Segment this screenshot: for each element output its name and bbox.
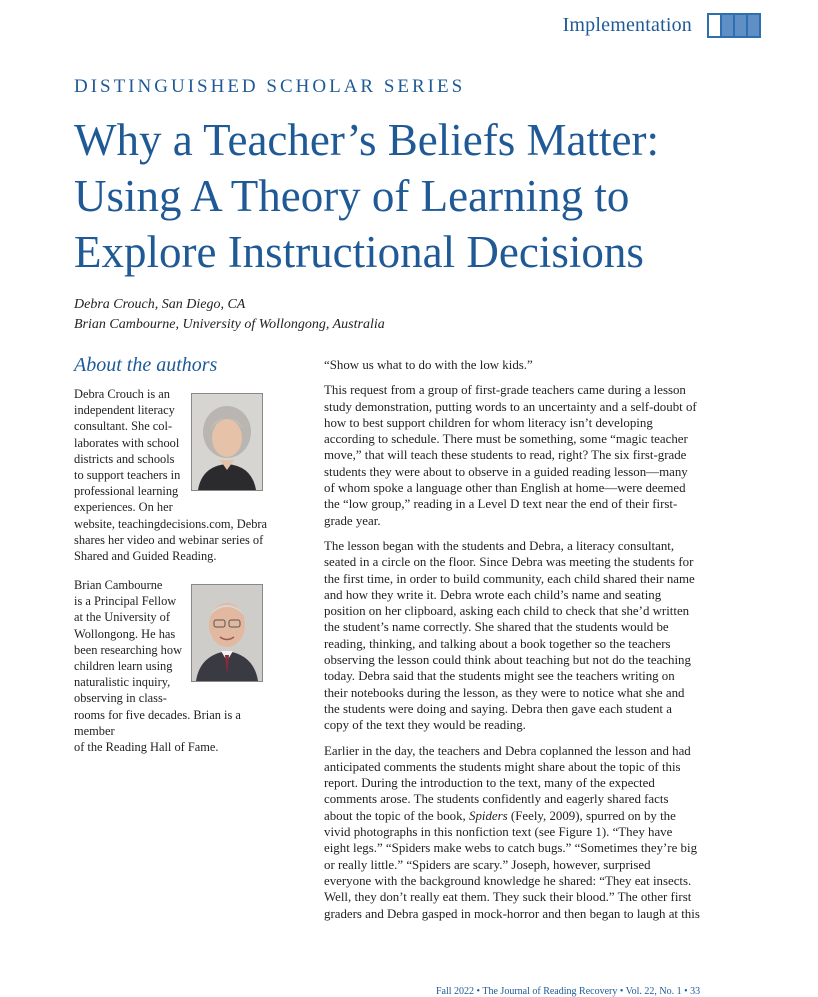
body-paragraph: “Show us what to do with the low kids.” bbox=[324, 358, 533, 372]
bio-line: of the Reading Hall of Fame. bbox=[74, 740, 219, 755]
section-tag: Implementation bbox=[562, 14, 692, 36]
bio-line: shares her video and webinar series of bbox=[74, 532, 264, 547]
bio-line: website, teachingdecisions.com, Debra bbox=[74, 516, 268, 531]
bio-line: naturalistic inquiry, bbox=[74, 675, 171, 690]
bio-line: districts and schools bbox=[74, 451, 175, 466]
author-line: Brian Cambourne, University of Wollongong, Australia bbox=[74, 317, 385, 332]
bio-line: to support teachers in bbox=[74, 468, 181, 483]
title-line: Explore Instructional Decisions bbox=[74, 227, 644, 277]
article-title bbox=[74, 112, 794, 280]
bio-line: Debra Crouch is an bbox=[74, 387, 170, 401]
title-line: Why a Teacher’s Beliefs Matter: bbox=[74, 115, 659, 165]
section-indicator-icon bbox=[709, 13, 761, 38]
bio-line: Wollongong. He has bbox=[74, 626, 176, 641]
bio-line: Shared and Guided Reading. bbox=[74, 549, 217, 564]
bio-line: been researching how bbox=[74, 642, 183, 657]
bio-line: children learn using bbox=[74, 659, 173, 674]
book-title: Spiders bbox=[469, 808, 508, 823]
bio-line: experiences. On her bbox=[74, 500, 173, 515]
body-paragraph: The lesson began with the students and Debra, a literacy consultant, seated in a circle on the floor. Since Debra was meeting the students for the first time, in order to build community, each child shared their name and how they write it. Debra wrote each child’s name and seating position on her clipboard, asking each child to check that she’d written the student’s name correctly. She shared that the students would be reading, thinking, and talking about a book together so the teachers observing the lesson could think about teaching but not do the teaching today. Debra said that the students might see the teachers writing on their notebooks during the lesson, as they were to notice what she and the students were doing and saying. Debra then gave each student a copy of the text they would be reading. bbox=[324, 538, 695, 733]
bio-line: observing in class- bbox=[74, 691, 167, 706]
body-paragraph: This request from a group of first-grade teachers came during a lesson study demonstration, putting words to an uncertainty and a self-doubt of how to best support children for whom literacy isn’t developing according to schedule. There must be something, some “magic teacher move,” that will teach these students to read, right? The six first-grade students they were about to observe in a guided reading lesson—many of whom spoke a language other than English at home—were deemed the “low group,” reading in a Level D text near the end of their first-grade year. bbox=[324, 383, 697, 528]
bio-line: consultant. She col- bbox=[74, 419, 173, 434]
article-body bbox=[324, 357, 700, 931]
bio-line: is a Principal Fellow bbox=[74, 594, 177, 609]
body-text: Earlier in the day, the teachers and Debra coplanned the lesson and had anticipated comments the students might share about the topic of this report. During the introduction to the text, many of the expected comments arose. The students confidently and eagerly shared facts about the topic of the book, bbox=[324, 743, 691, 823]
bio-line: professional learning bbox=[74, 484, 179, 499]
body-text: (Feely, 2009), spurred on by the vivid photographs in this nonfiction text (see Figure 1). “They have eight legs.” “Spiders make webs to catch bugs.” “Sometimes they’re big or really little.” “Spiders are scary.” Joseph, however, surprised everyone with the background knowledge he shared: “They eat insects. Well, they don’t really eat them. They suck their blood.” The other first graders and Debra gasped in mock-horror and then began to laugh at this bbox=[324, 808, 700, 921]
debra-crouch-photo bbox=[191, 393, 263, 491]
brian-cambourne-photo bbox=[191, 584, 263, 682]
bio-line: rooms for five decades. Brian is a member bbox=[74, 707, 241, 738]
bio-line: independent literacy bbox=[74, 403, 175, 418]
body-paragraph bbox=[324, 743, 700, 922]
page-footer: Fall 2022 • The Journal of Reading Recovery • Vol. 22, No. 1 • 33 bbox=[436, 986, 701, 997]
bio-line: laborates with school bbox=[74, 435, 180, 450]
bio-line: at the University of bbox=[74, 610, 171, 625]
about-heading: About the authors bbox=[74, 354, 218, 376]
title-line: Using A Theory of Learning to bbox=[74, 171, 630, 221]
series-label: DISTINGUISHED SCHOLAR SERIES bbox=[74, 76, 466, 97]
author-list bbox=[74, 295, 385, 335]
bio-line: Brian Cambourne bbox=[74, 578, 163, 592]
author-line: Debra Crouch, San Diego, CA bbox=[74, 297, 246, 312]
